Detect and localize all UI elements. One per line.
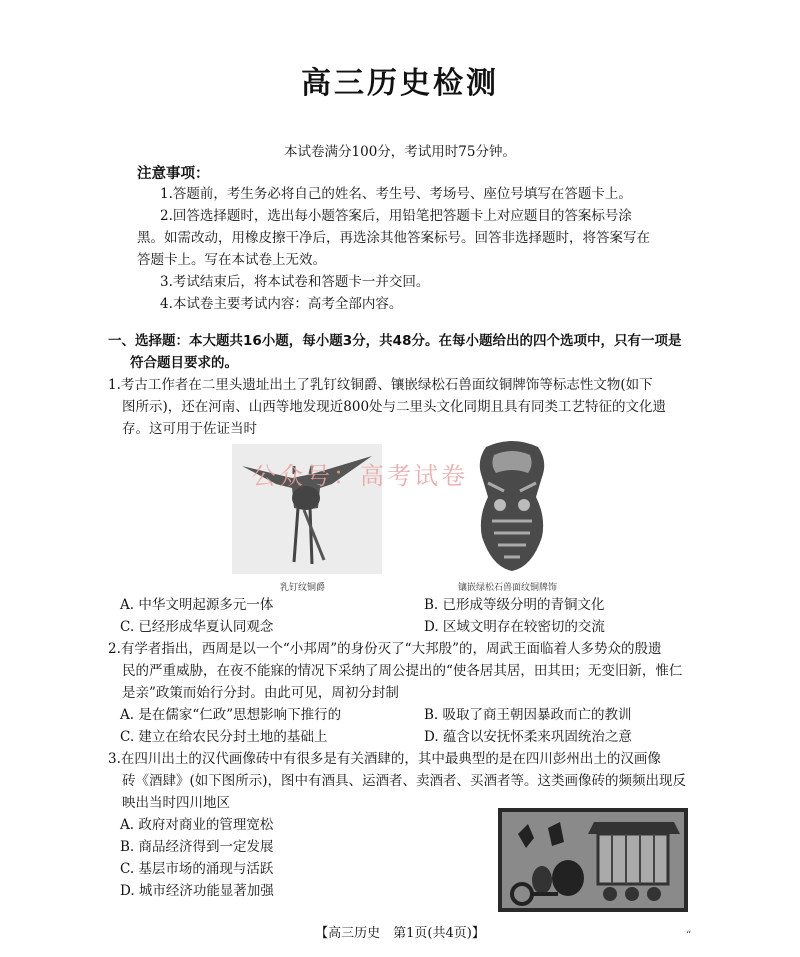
exam-info: 本试卷满分100分，考试用时75分钟。 bbox=[284, 144, 516, 160]
q2-option-c: C. 建立在给农民分封土地的基础上 bbox=[120, 729, 328, 745]
q2-option-b: B. 吸取了商王朝因暴政而亡的教训 bbox=[424, 707, 632, 723]
section-heading-line-1: 一、选择题：本大题共16小题，每小题3分，共48分。在每小题给出的四个选项中，只有一项是 bbox=[108, 333, 682, 349]
q3-option-c: C. 基层市场的涌现与活跃 bbox=[120, 861, 274, 877]
corner-mark: “ bbox=[686, 930, 692, 941]
q1-option-c: C. 已经形成华夏认同观念 bbox=[120, 619, 274, 635]
q3-option-b: B. 商品经济得到一定发展 bbox=[120, 839, 274, 855]
section-heading-line-2: 符合题目要求的。 bbox=[130, 355, 238, 371]
notice-item-2: 2.回答选择题时，选出每小题答案后，用铅笔把答题卡上对应题目的答案标号涂 bbox=[160, 208, 632, 224]
question-2-stem bbox=[108, 638, 708, 704]
question-2-line-2: 民的严重威胁，在夜不能寐的情况下采纳了周公提出的“使各居其居，田其田；无变旧新，惟仁 bbox=[122, 663, 683, 679]
turquoise-plaque-image bbox=[472, 437, 552, 577]
notice-item-2-end: 答题卡上。写在本试卷上无效。 bbox=[137, 252, 326, 268]
question-2-line-3: 是亲”政策而始行分封。由此可见，周初分封制 bbox=[122, 685, 399, 701]
question-1-line-3: 存。这可用于佐证当时 bbox=[122, 421, 257, 437]
question-2-line-1: 2.有学者指出，西周是以一个“小邦周”的身份灭了“大邦殷”的，周武王面临着人多势众的殷遗 bbox=[108, 641, 662, 657]
q2-option-a: A. 是在儒家“仁政”思想影响下推行的 bbox=[120, 707, 342, 723]
q2-option-d: D. 蕴含以安抚怀柔来巩固统治之意 bbox=[424, 729, 632, 745]
notice-item-1: 1.答题前，考生务必将自己的姓名、考生号、考场号、座位号填写在答题卡上。 bbox=[160, 186, 632, 202]
question-3-line-1: 3.在四川出土的汉代画像砖中有很多是有关酒肆的，其中最典型的是在四川彭州出土的汉画像 bbox=[108, 751, 661, 767]
notice-item-2-cont: 黑。如需改动，用橡皮擦干净后，再选涂其他答案标号。回答非选择题时，将答案写在 bbox=[137, 230, 650, 246]
q1-option-d: D. 区域文明存在较密切的交流 bbox=[424, 619, 605, 635]
question-3-stem bbox=[108, 748, 708, 814]
q3-option-a: A. 政府对商业的管理宽松 bbox=[120, 817, 274, 833]
notice-heading: 注意事项： bbox=[137, 166, 210, 182]
question-1-line-2: 图所示)，还在河南、山西等地发现近800处与二里头文化同期且具有同类工艺特征的文化遗 bbox=[122, 399, 667, 415]
watermark: 公众号：高考试卷 bbox=[252, 462, 468, 490]
section-heading bbox=[108, 330, 708, 374]
page-footer: 【高三历史 第1页(共4页)】 bbox=[315, 926, 485, 941]
caption-bronze-jue: 乳钉纹铜爵 bbox=[280, 583, 326, 593]
tavern-brick-image bbox=[498, 808, 688, 912]
question-1-line-1: 1.考古工作者在二里头遗址出土了乳钉纹铜爵、镶嵌绿松石兽面纹铜牌饰等标志性文物(如下 bbox=[108, 377, 653, 393]
q1-option-b: B. 已形成等级分明的青铜文化 bbox=[424, 597, 605, 613]
question-3-line-2: 砖《酒肆》(如下图所示)，图中有酒具、运酒者、卖酒者、买酒者等。这类画像砖的频频出现反 bbox=[122, 773, 687, 789]
caption-turquoise-plaque: 镶嵌绿松石兽面纹铜牌饰 bbox=[458, 583, 558, 593]
q1-option-a: A. 中华文明起源多元一体 bbox=[120, 597, 274, 613]
q3-option-d: D. 城市经济功能显著加强 bbox=[120, 883, 274, 899]
notice-item-3: 3.考试结束后，将本试卷和答题卡一并交回。 bbox=[160, 274, 430, 290]
notice-item-4: 4.本试卷主要考试内容：高考全部内容。 bbox=[160, 296, 403, 312]
page-title: 高三历史检测 bbox=[301, 66, 499, 101]
question-1-stem bbox=[108, 374, 708, 440]
question-3-line-3: 映出当时四川地区 bbox=[122, 795, 230, 811]
